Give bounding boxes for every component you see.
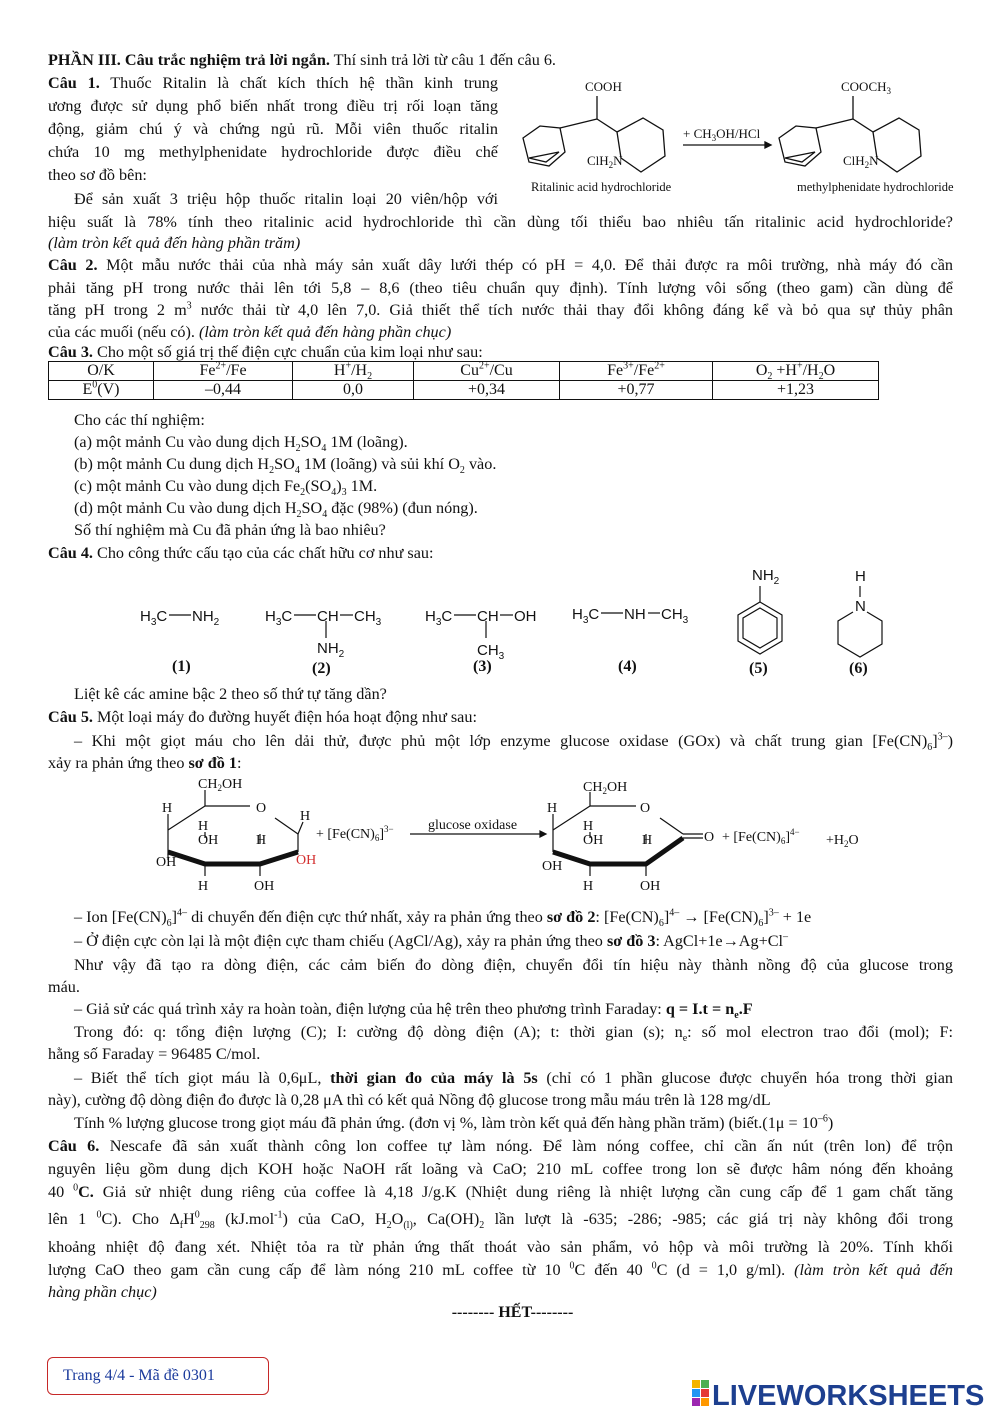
cooh-label: COOH	[585, 79, 622, 94]
clh2n-left: ClH$_2$N	[587, 153, 623, 170]
svg-text:LIVEWORKSHEETS: LIVEWORKSHEETS	[712, 1380, 985, 1410]
svg-text:H: H	[300, 809, 311, 824]
svg-text:H: H	[855, 568, 866, 585]
question-4-prompt: Liệt kê các amine bậc 2 theo số thứ tự tăng dần?	[74, 685, 387, 703]
structure-label: (2)	[312, 660, 331, 677]
name-right: methylphenidate hydrochloride	[797, 180, 954, 194]
svg-text:CH3: $CH_3$	[661, 606, 689, 626]
structure-label: (4)	[618, 658, 637, 675]
table-row: $E^0(V)$ –0,44 0,0 +0,34 +0,77 +1,23	[49, 381, 879, 400]
liveworksheets-logo[interactable]	[690, 1374, 990, 1410]
svg-text:OH: OH	[514, 608, 537, 625]
logo-icon	[690, 1374, 990, 1410]
structure-label: (6)	[849, 660, 868, 677]
svg-text:NH2: $NH_2$	[192, 608, 220, 628]
svg-text:O: O	[256, 801, 267, 816]
svg-text:H: H	[642, 833, 653, 848]
svg-text:glucose oxidase: glucose oxidase	[428, 818, 518, 833]
svg-text:CH3: $CH_3$	[477, 642, 505, 662]
svg-text:OH: OH	[156, 855, 177, 870]
reagent-label: + $CH_3OH$/HCl	[683, 126, 761, 143]
svg-text:+H2O: $+H_2O$	[826, 833, 859, 849]
cooch3-label: $COOCH_3$	[841, 79, 892, 96]
svg-text:OH: OH	[583, 833, 604, 848]
svg-text:H3C: $H_3C$	[140, 608, 168, 628]
svg-text:NH2: $NH_2$	[317, 640, 345, 660]
svg-text:H: H	[547, 801, 558, 816]
svg-text:H3C: $H_3C$	[265, 608, 293, 628]
svg-text:CH: CH	[317, 608, 339, 625]
svg-text:CH2OH: $CH_2OH$	[198, 777, 243, 793]
svg-text:OH: OH	[254, 879, 275, 894]
page-number: Trang 4/4 - Mã đề 0301	[63, 1367, 215, 1384]
svg-text:CH3: $CH_3$	[354, 608, 382, 628]
amine-structures	[130, 564, 910, 684]
structure-label: (1)	[172, 658, 191, 675]
svg-text:+ [Fe(CN)6]3−: + $[Fe(CN)_6]^{3-}$	[316, 824, 394, 843]
ritalin-synthesis-scheme	[505, 72, 955, 202]
svg-text:H: H	[162, 801, 173, 816]
svg-text:CH2OH: $CH_2OH$	[583, 780, 628, 796]
structure-label: (3)	[473, 658, 492, 675]
part-title: PHẦN III. Câu trắc nghiệm trả lời ngắn.	[48, 51, 330, 69]
svg-text:OH: OH	[296, 853, 317, 868]
svg-text:H: H	[198, 819, 209, 834]
clh2n-right: ClH$_2$N	[843, 153, 879, 170]
part-header: PHẦN III. Câu trắc nghiệm trả lời ngắn. Thí sinh trả lời từ câu 1 đến câu 6.	[48, 51, 556, 69]
end-marker: -------- HẾT--------	[451, 1304, 574, 1321]
svg-text:NH: NH	[624, 606, 646, 623]
svg-text:N: N	[855, 598, 866, 615]
svg-text:CH: CH	[477, 608, 499, 625]
svg-text:H3C: $H_3C$	[572, 606, 600, 626]
question-4: Câu 4. Cho công thức cấu tạo của các chất hữu cơ như sau:	[48, 544, 434, 562]
name-left: Ritalinic acid hydrochloride	[531, 180, 672, 194]
svg-text:H: H	[583, 819, 594, 834]
svg-text:H3C: $H_3C$	[425, 608, 453, 628]
svg-text:O: O	[640, 801, 651, 816]
svg-text:O: O	[704, 830, 715, 845]
svg-text:H: H	[256, 833, 267, 848]
svg-text:H: H	[583, 879, 594, 894]
structure-label: (5)	[749, 660, 768, 677]
svg-text:OH: OH	[542, 859, 563, 874]
svg-text:+ [Fe(CN)6]4−: + $[Fe(CN)_6]^{4-}$	[722, 827, 800, 846]
svg-text:H: H	[198, 879, 209, 894]
svg-text:NH2: $NH_2$	[752, 567, 780, 587]
svg-text:OH: OH	[640, 879, 661, 894]
svg-text:OH: OH	[198, 833, 219, 848]
glucose-oxidation-scheme	[150, 772, 890, 900]
table-row: O/K $Fe^{2+}/Fe$ $H^+/H_2$ $Cu^{2+}/Cu$ $Fe^{3+}/Fe^{2+}$ $O_2 +H^+/H_2O$	[49, 362, 879, 381]
electrode-potential-table	[48, 361, 879, 400]
